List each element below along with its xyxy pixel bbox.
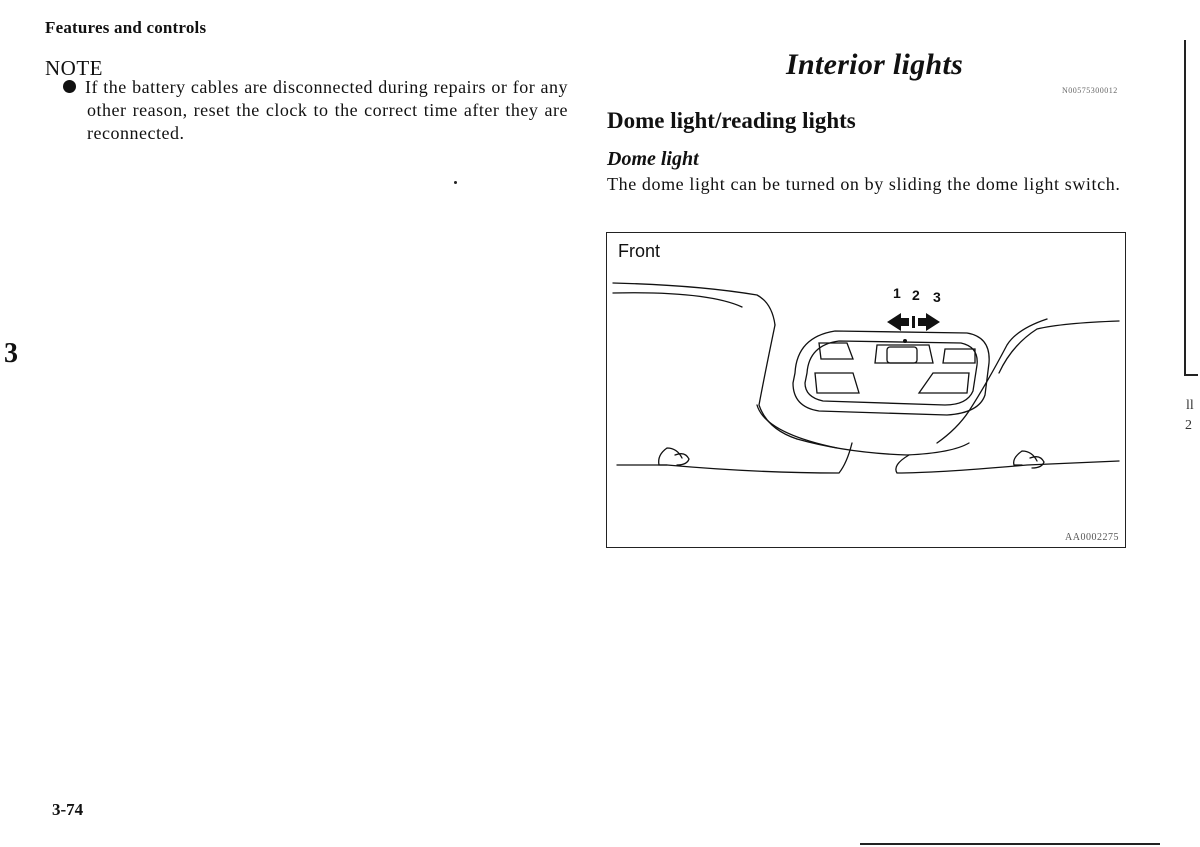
figure-code: AA0002275: [1065, 532, 1119, 543]
edge-line: [1184, 40, 1186, 375]
edge-mark: 2: [1185, 418, 1192, 433]
section-subtitle: Dome light/reading lights: [607, 108, 856, 133]
position-label-1: 1: [893, 285, 901, 301]
page-title: Interior lights: [786, 48, 964, 81]
chapter-number: 3: [4, 338, 18, 369]
dome-light-figure: [606, 232, 1126, 548]
figure-label-front: Front: [618, 241, 661, 261]
edge-mark: ll: [1186, 398, 1194, 413]
position-label-3: 3: [933, 289, 941, 305]
bullet-icon: [63, 80, 76, 93]
bottom-rule: [860, 843, 1160, 845]
section-header: Features and controls: [45, 18, 207, 37]
note-item: [63, 76, 568, 145]
note-label: NOTE: [45, 56, 103, 80]
dome-light-illustration: [607, 233, 1127, 549]
reference-code: N00575300012: [1062, 86, 1118, 95]
page-number: 3-74: [52, 800, 84, 819]
note-text: If the battery cables are disconnected during repairs or for any other reason, reset the clock to the correct time after they are reconnected.: [85, 77, 568, 143]
position-label-2: 2: [912, 287, 920, 303]
edge-line: [1184, 374, 1198, 376]
body-text: The dome light can be turned on by sliding the dome light switch.: [607, 174, 1121, 194]
stray-dot: [454, 181, 457, 184]
item-title: Dome light: [607, 148, 699, 170]
